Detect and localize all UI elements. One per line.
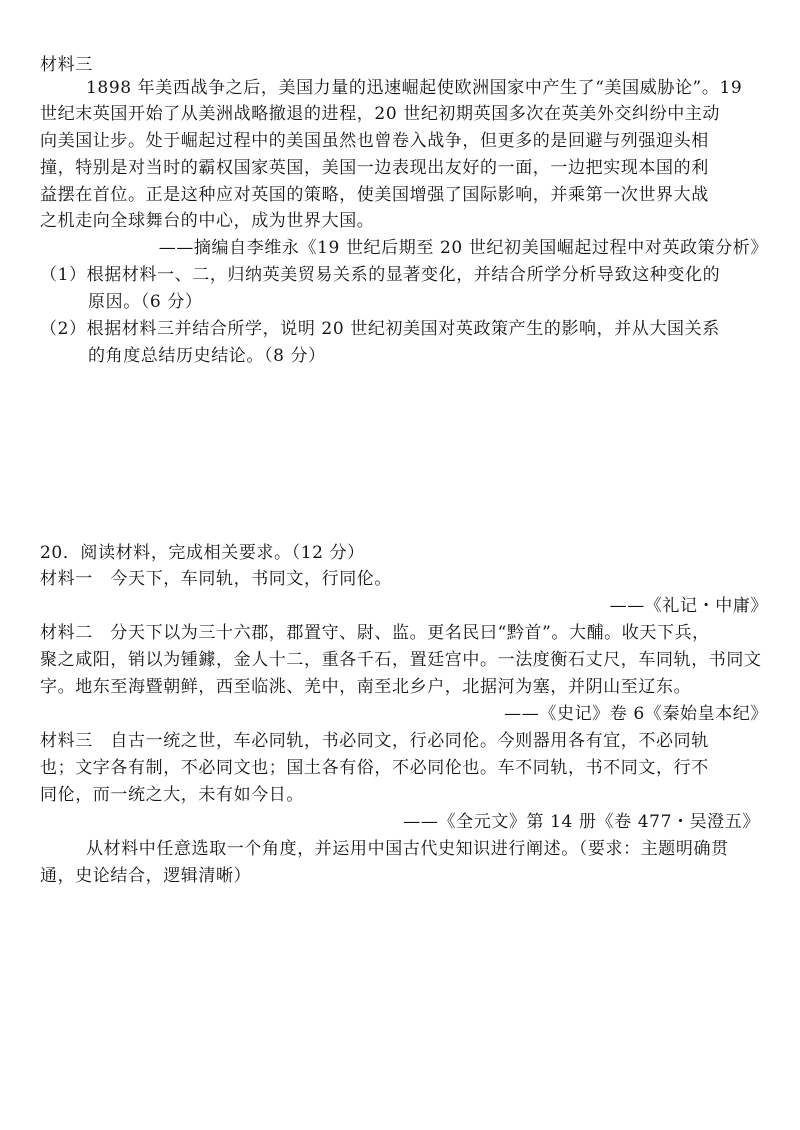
material-paragraph-line: 世纪末英国开始了从美洲战略撤退的进程，20 世纪初期英国多次在英美外交纠纷中主动 xyxy=(40,104,721,124)
material-heading: 材料三 xyxy=(40,55,93,75)
material-2-line: 字。地东至海暨朝鲜，西至临洮、羌中，南至北乡户，北据河为塞，并阴山至辽东。 xyxy=(40,677,692,697)
question-2-cont: 的角度总结历史结论。（8 分） xyxy=(88,346,326,366)
material-2-line: 材料二 分天下以为三十六郡，郡置守、尉、监。更名民曰“黔首”。大酺。收天下兵， xyxy=(40,623,710,643)
material-paragraph-line: 益摆在首位。正是这种应对英国的策略，使美国增强了国际影响，并乘第一次世界大战 xyxy=(40,185,709,205)
question-2: （2）根据材料三并结合所学，说明 20 世纪初美国对英政策产生的影响，并从大国关系 xyxy=(40,319,720,339)
material-1-source: ——《礼记・中庸》 xyxy=(609,596,768,616)
material-paragraph-line: 撞，特别是对当时的霸权国家英国，美国一边表现出友好的一面，一边把实现本国的利 xyxy=(40,158,709,178)
task-instruction-cont: 通，史论结合，逻辑清晰） xyxy=(40,866,252,886)
material-3-line: 也；文字各有制，不必同文也；国土各有俗，不必同伦也。车不同轨，书不同文，行不 xyxy=(40,758,709,778)
material-paragraph-line: 1898 年美西战争之后，美国力量的迅速崛起使欧洲国家中产生了“美国威胁论”。19 xyxy=(86,78,743,98)
material-paragraph-line: 向美国让步。处于崛起过程中的美国虽然也曾卷入战争，但更多的是回避与列强迎头相 xyxy=(40,131,709,151)
material-2-line: 聚之咸阳，销以为锺鐻，金人十二，重各千石，置廷宫中。一法度衡石丈尺，车同轨，书同文 xyxy=(40,650,762,670)
material-3-line: 材料三 自古一统之世，车必同轨，书必同文，行必同伦。今则器用各有宜，不必同轨 xyxy=(40,731,709,751)
task-instruction: 从材料中任意选取一个角度，并运用中国古代史知识进行阐述。（要求：主题明确贯 xyxy=(86,839,729,859)
material-source: ——摘编自李维永《19 世纪后期至 20 世纪初美国崛起过程中对英政策分析》 xyxy=(158,238,768,258)
material-paragraph-line: 之机走向全球舞台的中心，成为世界大国。 xyxy=(40,211,375,231)
material-2-source: ——《史记》卷 6《秦始皇本纪》 xyxy=(504,704,768,724)
question-20-title: 20．阅读材料，完成相关要求。（12 分） xyxy=(40,543,365,563)
material-3-source: ——《全元文》第 14 册《卷 477・吴澄五》 xyxy=(403,812,760,832)
question-1-cont: 原因。（6 分） xyxy=(88,292,203,312)
material-1: 材料一 今天下，车同轨，书同文，行同伦。 xyxy=(40,569,392,589)
question-1: （1）根据材料一、二，归纳英美贸易关系的显著变化，并结合所学分析导致这种变化的 xyxy=(40,265,721,285)
material-3-line: 同伦，而一统之大，未有如今日。 xyxy=(40,785,304,805)
